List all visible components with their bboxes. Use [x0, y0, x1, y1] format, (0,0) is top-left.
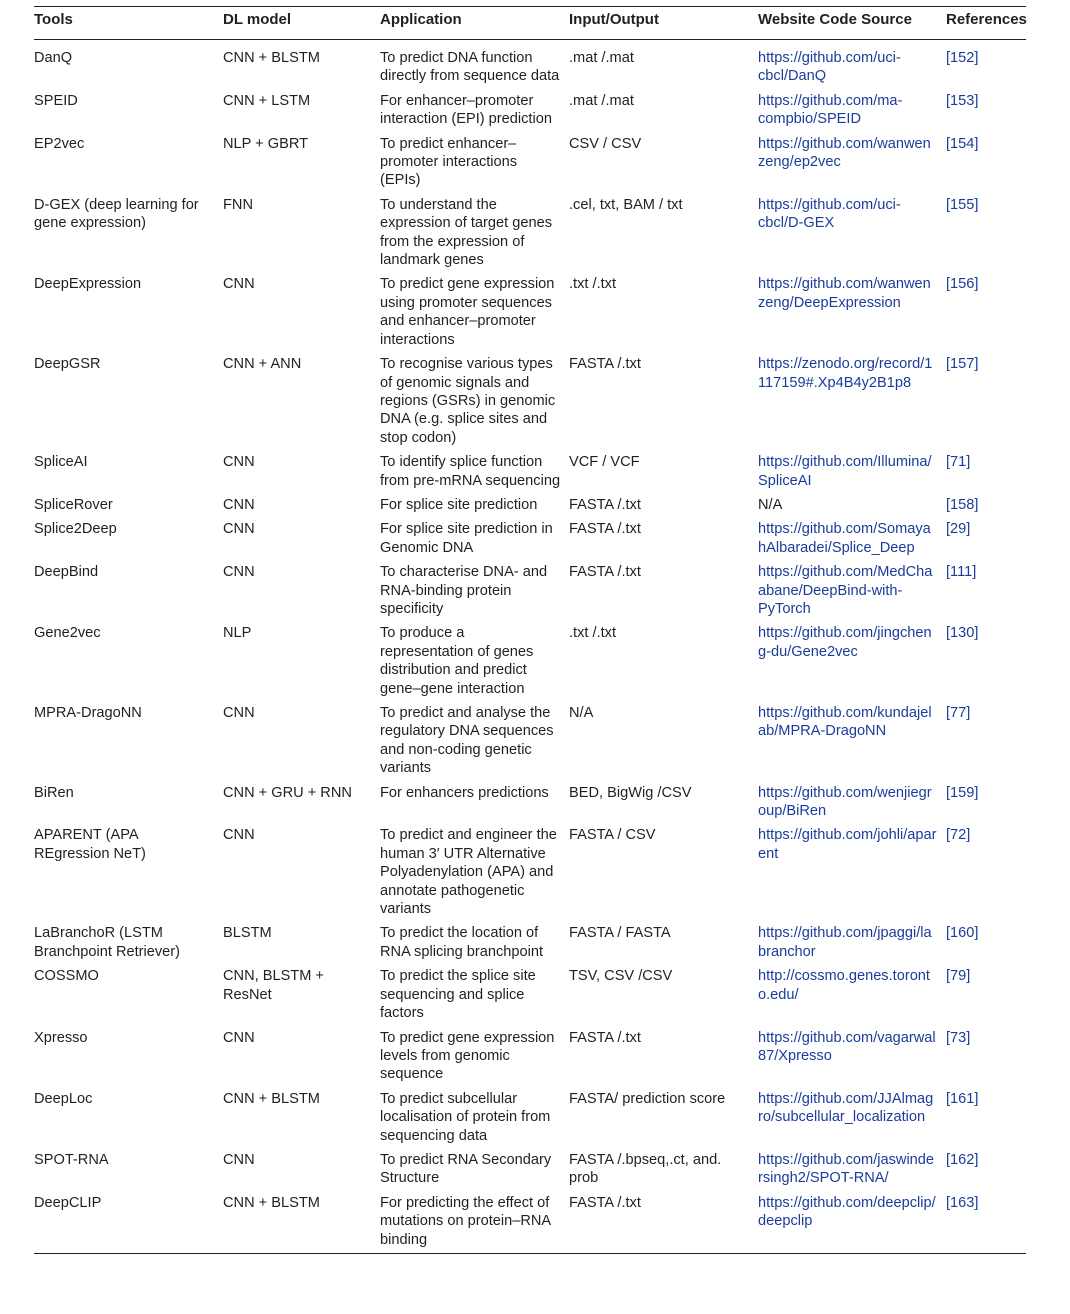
cell-application: To predict enhancer–promoter interactions (EPIs): [380, 135, 518, 189]
table-row: [34, 92, 1026, 135]
cell-dl-model: CNN: [223, 827, 255, 844]
table-row: [34, 453, 1026, 496]
cell-website-code-source[interactable]: https://github.com/SomayahAlbaradei/Splice_Deep: [758, 521, 931, 556]
cell-input-output: .cel, txt, BAM / txt: [569, 196, 683, 213]
cell-website-code-source[interactable]: https://zenodo.org/record/1117159#.Xp4B4y2B1p8: [758, 356, 933, 391]
table-row: [34, 196, 1026, 276]
table-row: [34, 1090, 1026, 1151]
cell-reference[interactable]: [157]: [946, 356, 979, 373]
cell-application: To predict and engineer the human 3′ UTR Alternative Polyadenylation (APA) and annotate pathogenetic variants: [380, 827, 557, 918]
cell-website-code-source[interactable]: https://github.com/wanwenzeng/ep2vec: [758, 135, 931, 171]
cell-dl-model: NLP + GBRT: [223, 135, 309, 152]
cell-application: To predict gene expression levels from genomic sequence: [380, 1029, 555, 1083]
cell-reference[interactable]: [71]: [946, 454, 971, 471]
cell-dl-model: CNN + BLSTM: [223, 1090, 320, 1107]
cell-application: To predict subcellular localisation of protein from sequencing data: [380, 1090, 551, 1144]
cell-input-output: TSV, CSV /CSV: [569, 968, 673, 985]
cell-input-output: CSV / CSV: [569, 135, 642, 152]
cell-dl-model: CNN + BLSTM: [223, 1194, 320, 1211]
cell-reference[interactable]: [130]: [946, 625, 979, 642]
cell-input-output: .mat /.mat: [569, 92, 634, 109]
table-row: [34, 826, 1026, 924]
cell-website-code-source[interactable]: https://github.com/deepclip/deepclip: [758, 1194, 936, 1230]
header-references: References: [946, 7, 1026, 40]
cell-website-code-source[interactable]: https://github.com/jaswindersingh2/SPOT-RNA/: [758, 1151, 935, 1187]
cell-reference[interactable]: [77]: [946, 705, 971, 721]
cell-dl-model: CNN: [223, 1151, 255, 1168]
cell-tool: SpliceRover: [34, 496, 113, 513]
cell-reference[interactable]: [161]: [946, 1090, 979, 1107]
cell-input-output: FASTA /.txt: [569, 496, 641, 513]
cell-tool: DeepLoc: [34, 1090, 93, 1107]
cell-tool: Gene2vec: [34, 625, 101, 642]
cell-reference[interactable]: [72]: [946, 827, 971, 844]
cell-website-code-source[interactable]: http://cossmo.genes.toronto.edu/: [758, 968, 930, 1003]
table-row: [34, 355, 1026, 453]
cell-dl-model: FNN: [223, 196, 253, 213]
cell-application: For splice site prediction: [380, 496, 538, 513]
cell-application: To characterise DNA- and RNA-binding protein specificity: [380, 564, 548, 617]
header-tools: Tools: [34, 7, 223, 40]
cell-tool: APARENT (APA REgression NeT): [34, 827, 146, 862]
header-website-code-source: Website Code Source: [758, 7, 946, 40]
cell-dl-model: CNN: [223, 496, 255, 513]
cell-tool: MPRA-DragoNN: [34, 705, 142, 721]
cell-tool: LaBranchoR (LSTM Branchpoint Retriever): [34, 925, 181, 960]
cell-website-code-source[interactable]: https://github.com/vagarwal87/Xpresso: [758, 1029, 936, 1064]
table-row: [34, 967, 1026, 1028]
table-row: [34, 563, 1026, 624]
cell-dl-model: CNN + ANN: [223, 356, 302, 373]
cell-reference[interactable]: [153]: [946, 92, 979, 109]
table-row: [34, 135, 1026, 196]
cell-application: To identify splice function from pre-mRNA sequencing: [380, 454, 561, 489]
cell-application: To predict gene expression using promoter sequences and enhancer–promoter interactions: [380, 276, 555, 348]
cell-website-code-source[interactable]: https://github.com/MedChaabane/DeepBind-with-PyTorch: [758, 564, 933, 617]
cell-tool: DeepGSR: [34, 356, 101, 373]
table-row: [34, 496, 1026, 520]
cell-input-output: FASTA /.txt: [569, 521, 641, 538]
cell-tool: SPOT-RNA: [34, 1151, 109, 1168]
table-body: [34, 40, 1026, 1253]
cell-input-output: FASTA /.txt: [569, 356, 641, 373]
cell-tool: SpliceAI: [34, 454, 88, 471]
cell-tool: DeepBind: [34, 564, 99, 581]
cell-reference[interactable]: [156]: [946, 276, 979, 293]
cell-input-output: FASTA /.bpseq,.ct, and. prob: [569, 1151, 722, 1187]
header-input-output: Input/Output: [569, 7, 758, 40]
cell-dl-model: NLP: [223, 625, 252, 642]
table-row: [34, 1029, 1026, 1090]
cell-dl-model: CNN + GRU + RNN: [223, 784, 352, 801]
cell-website-code-source[interactable]: https://github.com/Illumina/SpliceAI: [758, 454, 932, 489]
cell-input-output: BED, BigWig /CSV: [569, 784, 692, 801]
cell-reference[interactable]: [152]: [946, 50, 979, 66]
cell-application: To predict and analyse the regulatory DNA sequences and non-coding genetic variants: [380, 705, 554, 777]
cell-website-code-source[interactable]: https://github.com/johli/aparent: [758, 827, 937, 862]
cell-dl-model: CNN: [223, 276, 255, 293]
cell-input-output: N/A: [569, 705, 594, 721]
cell-input-output: .txt /.txt: [569, 276, 617, 293]
cell-website-code-source[interactable]: https://github.com/ma-compbio/SPEID: [758, 92, 903, 128]
cell-reference[interactable]: [154]: [946, 135, 979, 152]
cell-input-output: .mat /.mat: [569, 50, 634, 66]
cell-website-code-source: N/A: [758, 496, 783, 513]
cell-application: To predict the splice site sequencing and splice factors: [380, 968, 536, 1022]
cell-website-code-source[interactable]: https://github.com/uci-cbcl/DanQ: [758, 50, 901, 85]
cell-dl-model: CNN: [223, 454, 255, 471]
cell-input-output: FASTA /.txt: [569, 1029, 641, 1046]
cell-dl-model: CNN, BLSTM + ResNet: [223, 968, 324, 1003]
cell-reference[interactable]: [155]: [946, 196, 979, 213]
cell-application: For splice site prediction in Genomic DNA: [380, 521, 553, 556]
cell-tool: DeepExpression: [34, 276, 142, 293]
cell-input-output: .txt /.txt: [569, 625, 617, 642]
cell-reference[interactable]: [73]: [946, 1029, 971, 1046]
table-row: [34, 275, 1026, 355]
cell-tool: COSSMO: [34, 968, 99, 985]
cell-application: To predict DNA function directly from sequence data: [380, 50, 560, 85]
header-row: [34, 7, 1026, 40]
cell-input-output: FASTA /.txt: [569, 564, 641, 581]
cell-application: For enhancer–promoter interaction (EPI) prediction: [380, 92, 552, 128]
cell-tool: D-GEX (deep learning for gene expression): [34, 196, 199, 232]
cell-application: To produce a representation of genes distribution and predict gene–gene interaction: [380, 625, 534, 697]
cell-tool: EP2vec: [34, 135, 85, 152]
cell-application: To recognise various types of genomic signals and regions (GSRs) in genomic DNA (e.g. splice sites and stop codon): [380, 356, 556, 446]
cell-reference[interactable]: [162]: [946, 1151, 979, 1168]
cell-dl-model: CNN: [223, 521, 255, 538]
cell-reference[interactable]: [160]: [946, 925, 979, 942]
table-row: [34, 40, 1026, 92]
header-dl-model: DL model: [223, 7, 380, 40]
cell-application: For enhancers predictions: [380, 784, 549, 801]
cell-application: To predict RNA Secondary Structure: [380, 1151, 552, 1187]
table-row: [34, 1151, 1026, 1194]
cell-tool: SPEID: [34, 92, 78, 109]
cell-tool: BiRen: [34, 784, 74, 801]
cell-dl-model: CNN + LSTM: [223, 92, 311, 109]
cell-tool: Xpresso: [34, 1029, 88, 1046]
header-application: Application: [380, 7, 569, 40]
cell-reference[interactable]: [79]: [946, 968, 971, 985]
table-row: [34, 1194, 1026, 1253]
cell-dl-model: CNN + BLSTM: [223, 50, 320, 66]
cell-dl-model: CNN: [223, 705, 255, 721]
table-row: [34, 704, 1026, 784]
cell-reference[interactable]: [29]: [946, 521, 971, 538]
cell-reference[interactable]: [163]: [946, 1194, 979, 1211]
cell-website-code-source[interactable]: https://github.com/JJAlmagro/subcellular_localization: [758, 1090, 934, 1126]
cell-tool: Splice2Deep: [34, 521, 117, 538]
cell-dl-model: CNN: [223, 564, 255, 581]
cell-application: To understand the expression of target genes from the expression of landmark genes: [380, 196, 552, 269]
table-header: [34, 7, 1026, 40]
cell-reference[interactable]: [159]: [946, 784, 979, 801]
cell-website-code-source[interactable]: https://github.com/kundajelab/MPRA-DragoNN: [758, 705, 932, 740]
table-row: [34, 624, 1026, 704]
cell-input-output: FASTA/ prediction score: [569, 1090, 726, 1107]
cell-website-code-source[interactable]: https://github.com/jpaggi/labranchor: [758, 925, 932, 960]
cell-reference[interactable]: [158]: [946, 496, 979, 513]
table-row: [34, 784, 1026, 827]
cell-tool: DanQ: [34, 50, 73, 66]
tools-table: [34, 7, 1026, 1253]
table-row: [34, 924, 1026, 967]
cell-input-output: VCF / VCF: [569, 454, 640, 471]
cell-input-output: FASTA / FASTA: [569, 925, 671, 942]
table-bottom-rule: [34, 1253, 1026, 1254]
cell-dl-model: BLSTM: [223, 925, 272, 942]
cell-website-code-source[interactable]: https://github.com/uci-cbcl/D-GEX: [758, 196, 901, 232]
cell-website-code-source[interactable]: https://github.com/wenjiegroup/BiRen: [758, 784, 932, 820]
cell-application: To predict the location of RNA splicing branchpoint: [380, 925, 544, 960]
cell-dl-model: CNN: [223, 1029, 255, 1046]
cell-website-code-source[interactable]: https://github.com/wanwenzeng/DeepExpression: [758, 276, 931, 311]
cell-input-output: FASTA /.txt: [569, 1194, 641, 1211]
tools-table-container: [34, 6, 1026, 1254]
cell-website-code-source[interactable]: https://github.com/jingcheng-du/Gene2vec: [758, 625, 932, 660]
cell-reference[interactable]: [111]: [946, 564, 977, 581]
table-row: [34, 520, 1026, 563]
cell-input-output: FASTA / CSV: [569, 827, 656, 844]
cell-tool: DeepCLIP: [34, 1194, 102, 1211]
cell-application: For predicting the effect of mutations on protein–RNA binding: [380, 1194, 551, 1248]
